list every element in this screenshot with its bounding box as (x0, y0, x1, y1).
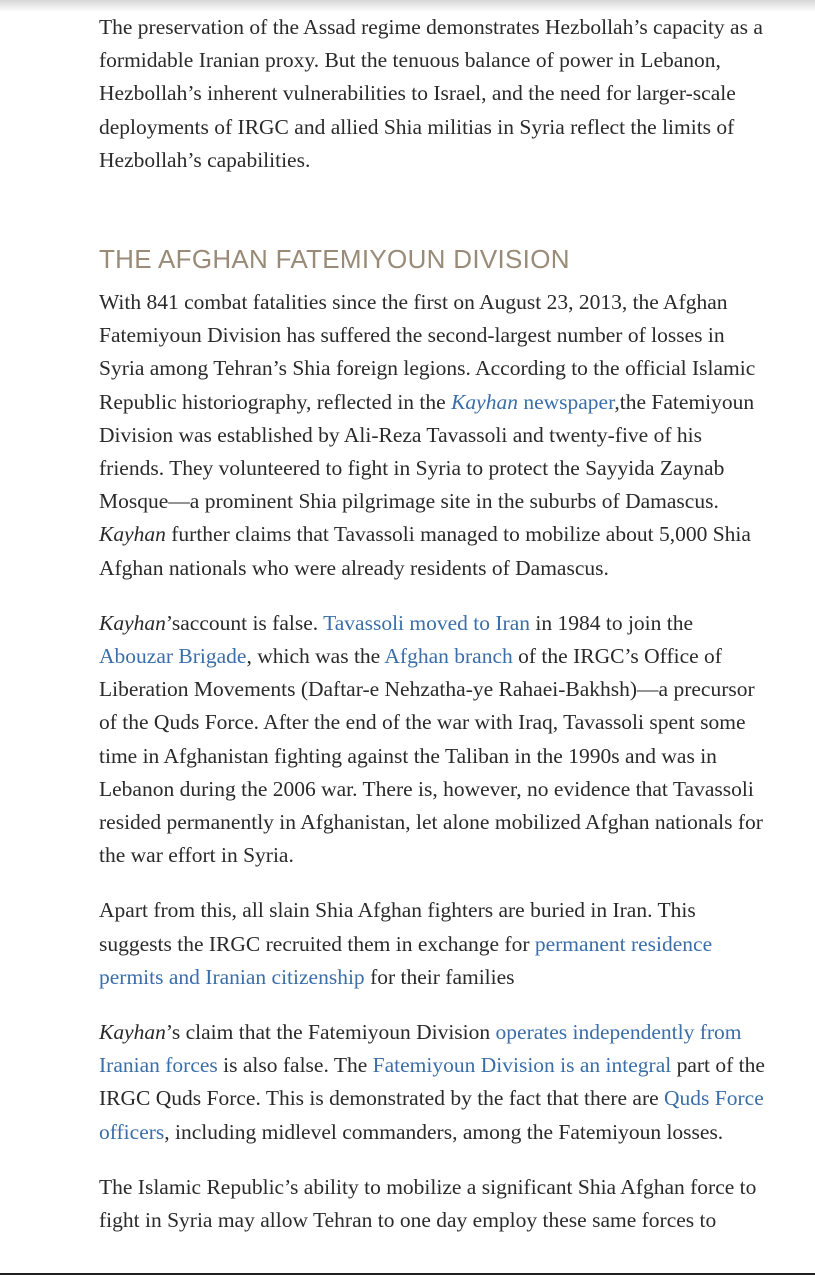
kayhan-link-italic: Kayhan (451, 389, 518, 414)
operates-independently-link[interactable]: operates independently from Iranian forces (99, 1020, 742, 1078)
paragraph-1 (99, 286, 771, 585)
kayhan-italic: Kayhan (99, 522, 166, 547)
tavassoli-moved-link[interactable]: Tavassoli moved to Iran (323, 610, 530, 635)
text-run: , including midlevel commanders, among the Fatemiyoun losses. (164, 1119, 724, 1144)
text-run: of the IRGC’s Office of Liberation Movements (Daftar-e Nehzatha-ye Rahaei-Bakhsh)—a precursor of the Quds Force. After the end of the war with Iraq, Tavassoli spent some time in Afghanistan fighting against the Taliban in the 1990s and was in Lebanon during the 2006 war. There is, however, no evidence that Tavassoli resided permanently in Afghanistan, let alone mobilized Afghan nationals for the war effort in Syria. (99, 644, 763, 868)
text-run: ’s claim that the Fatemiyoun Division (165, 1020, 496, 1045)
text-run: ’saccount is false. (165, 610, 324, 635)
kayhan-italic: Kayhan (99, 610, 166, 635)
paragraph-3 (99, 894, 771, 994)
text-run: part of the IRGC Quds Force. This is demonstrated by the fact that there are (99, 1053, 765, 1111)
residence-permits-link[interactable]: permanent residence permits and Iranian citizenship (99, 931, 713, 989)
text-run: in 1984 to join the (530, 610, 694, 635)
paragraph-2 (99, 607, 771, 873)
text-run: further claims that Tavassoli managed to mobilize about 5,000 Shia Afghan nationals who were already residents of Damascus. (99, 522, 751, 580)
paragraph-4 (99, 1016, 771, 1149)
text-run: ,the Fatemiyoun Division was established by Ali-Reza Tavassoli and twenty-five of his friends. They volunteered to fight in Syria to protect the Sayyida Zaynab Mosque—a prominent Shia pilgrimage site in the suburbs of Damascus. (99, 389, 755, 514)
integral-part-link[interactable]: Fatemiyoun Division is an integral (372, 1053, 672, 1078)
text-run: for their families (364, 964, 515, 989)
article-body (99, 11, 771, 1259)
intro-paragraph: The preservation of the Assad regime demonstrates Hezbollah’s capacity as a formidable Iranian proxy. But the tenuous balance of power in Lebanon, Hezbollah’s inherent vulnerabilities to Israel, and the need for larger-scale deployments of IRGC and allied Shia militias in Syria reflect the limits of Hezbollah’s capabilities. (99, 15, 763, 172)
text-run: With 841 combat fatalities since the first on August 23, 2013, the Afghan Fatemiyoun Division has suffered the second-largest number of losses in Syria among Tehran’s Shia foreign legions. According to the official Islamic Republic historiography, reflected in the (99, 290, 756, 414)
kayhan-italic: Kayhan (99, 1020, 166, 1045)
abouzar-brigade-link[interactable]: Abouzar Brigade (99, 644, 247, 669)
kayhan-newspaper-link[interactable] (451, 390, 614, 414)
text-run: , which was the (246, 644, 385, 669)
section-heading: THE AFGHAN FATEMIYOUN DIVISION (99, 244, 570, 275)
quds-force-officers-link[interactable]: Quds Force officers (99, 1086, 764, 1144)
newspaper-link-text: newspaper (517, 389, 615, 414)
text-run: Apart from this, all slain Shia Afghan fighters are buried in Iran. This suggests the IRGC recruited them in exchange for (99, 898, 696, 956)
paragraph-5: The Islamic Republic’s ability to mobilize a significant Shia Afghan force to fight in Syria may allow Tehran to one day employ these same forces to (99, 1174, 757, 1233)
text-run: is also false. The (217, 1053, 373, 1078)
afghan-branch-link[interactable]: Afghan branch (384, 644, 513, 669)
